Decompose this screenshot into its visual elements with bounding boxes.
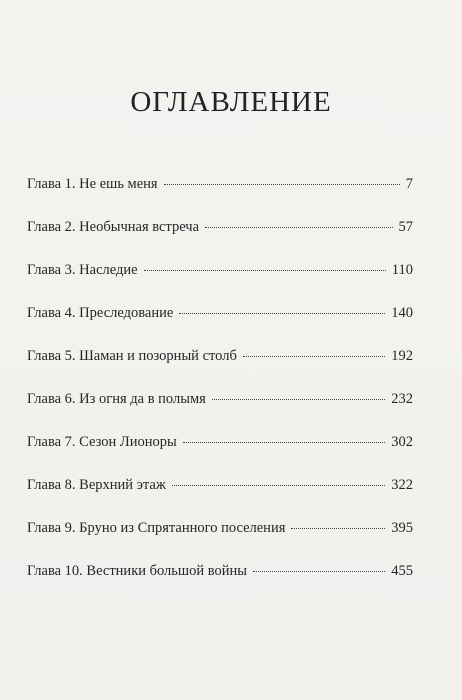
page-number: 57: [398, 219, 413, 235]
chapter-title: Глава 5. Шаман и позорный столб: [27, 348, 237, 364]
dot-leader: [164, 184, 400, 185]
page-number: 7: [405, 176, 413, 192]
toc-entry[interactable]: [27, 348, 413, 391]
chapter-title: Глава 6. Из огня да в полымя: [27, 391, 206, 407]
toc-entry[interactable]: [27, 219, 413, 262]
chapter-title: Глава 3. Наследие: [27, 262, 138, 278]
toc-entry[interactable]: [27, 305, 413, 348]
dot-leader: [212, 399, 385, 400]
chapter-title: Глава 1. Не ешь меня: [27, 176, 158, 192]
toc-entry[interactable]: [27, 477, 413, 520]
chapter-title: Глава 7. Сезон Лионоры: [27, 434, 177, 450]
toc-entry[interactable]: [27, 391, 413, 434]
dot-leader: [179, 313, 385, 314]
toc-entry[interactable]: [27, 176, 413, 219]
dot-leader: [243, 356, 385, 357]
toc-entry[interactable]: [27, 434, 413, 477]
dot-leader: [253, 571, 385, 572]
page-number: 140: [391, 305, 413, 321]
chapter-title: Глава 9. Бруно из Спрятанного поселения: [27, 520, 286, 536]
chapter-title: Глава 4. Преследование: [27, 305, 174, 321]
toc-entry[interactable]: [27, 262, 413, 305]
dot-leader: [144, 270, 386, 271]
page-number: 302: [391, 434, 413, 450]
page-number: 322: [391, 477, 413, 493]
chapter-title: Глава 8. Верхний этаж: [27, 477, 166, 493]
page-number: 395: [391, 520, 413, 536]
chapter-title: Глава 10. Вестники большой войны: [27, 563, 247, 579]
table-of-contents: [27, 176, 413, 606]
page-number: 192: [391, 348, 413, 364]
dot-leader: [183, 442, 385, 443]
dot-leader: [205, 227, 392, 228]
toc-entry[interactable]: [27, 563, 413, 606]
page-number: 110: [391, 262, 413, 278]
page-number: 232: [391, 391, 413, 407]
toc-entry[interactable]: [27, 520, 413, 563]
dot-leader: [172, 485, 385, 486]
dot-leader: [291, 528, 385, 529]
chapter-title: Глава 2. Необычная встреча: [27, 219, 200, 235]
page-title: ОГЛАВЛЕНИЕ: [130, 86, 332, 118]
page-number: 455: [391, 563, 413, 579]
